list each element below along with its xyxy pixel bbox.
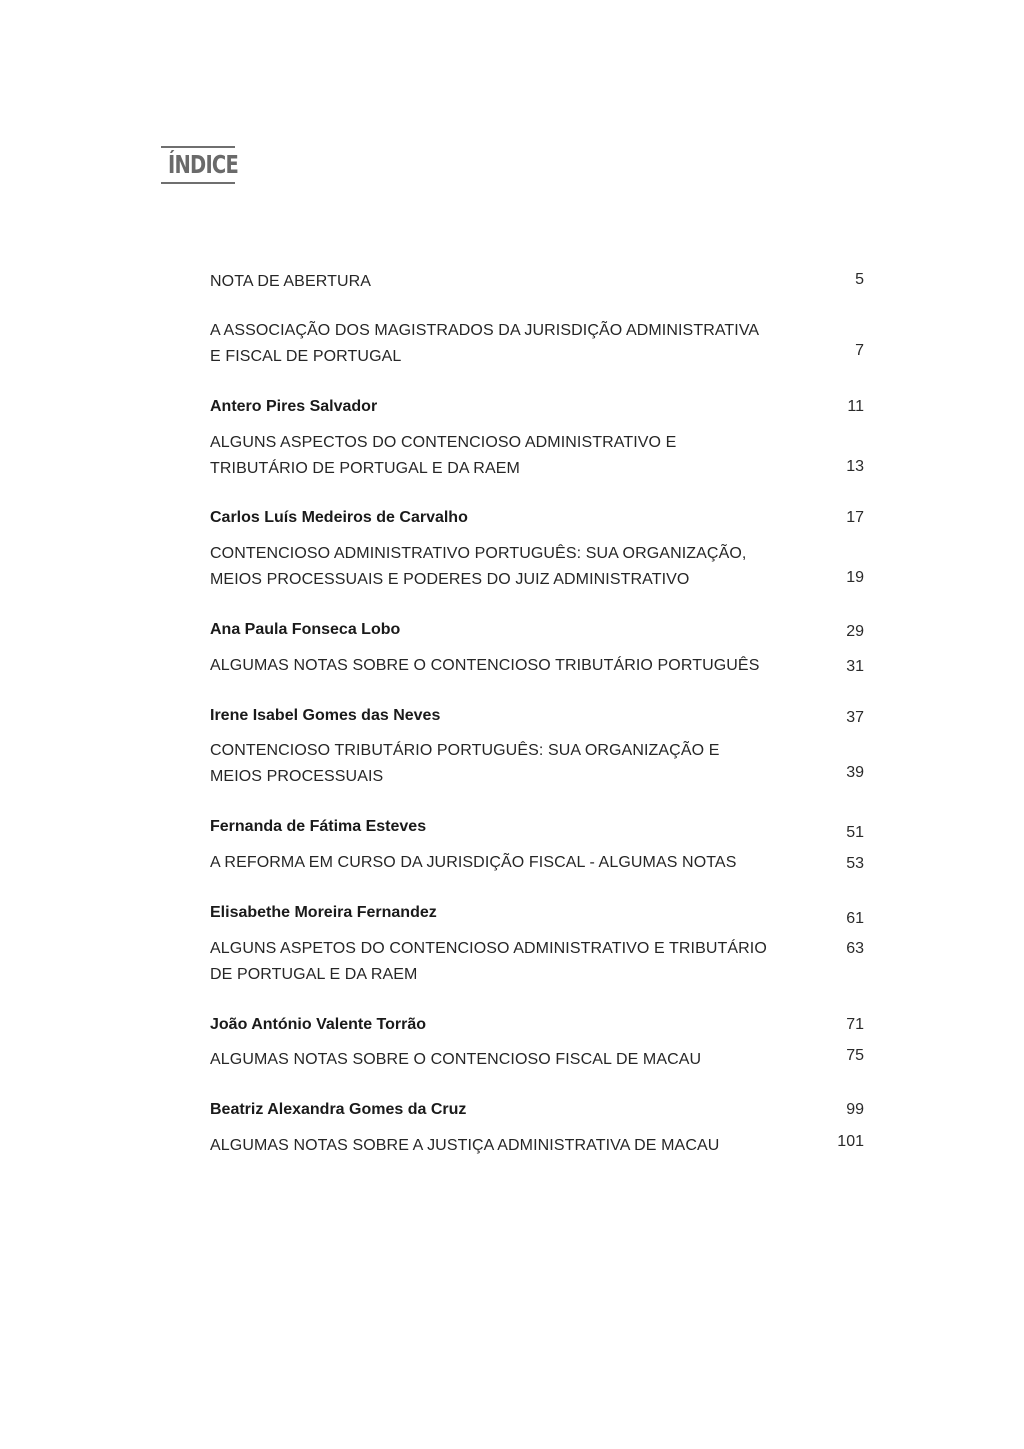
toc-author-name: Beatriz Alexandra Gomes da Cruz	[210, 1101, 467, 1118]
toc-author-entry	[210, 902, 864, 927]
toc-page-number: 5	[855, 271, 864, 288]
toc-title-line: ALGUMAS NOTAS SOBRE O CONTENCIOSO FISCAL DE MACAU	[210, 1051, 702, 1068]
toc-author-name: Elisabethe Moreira Fernandez	[210, 904, 437, 921]
index-heading-box	[161, 146, 238, 184]
toc-author-name: Antero Pires Salvador	[210, 398, 378, 415]
toc-title-line: CONTENCIOSO TRIBUTÁRIO PORTUGUÊS: SUA ORGANIZAÇÃO E	[210, 742, 720, 759]
toc-title-entry	[210, 430, 864, 482]
toc-page-number: 13	[846, 458, 864, 475]
toc-page-number: 53	[846, 855, 864, 872]
toc-title-line: ALGUNS ASPECTOS DO CONTENCIOSO ADMINISTRATIVO E	[210, 434, 677, 451]
toc-title-entry	[210, 541, 864, 593]
toc-page-number: 51	[846, 824, 864, 841]
toc-page-number: 37	[846, 709, 864, 726]
toc-title-entry	[210, 936, 864, 988]
toc-author-name: Fernanda de Fátima Esteves	[210, 818, 427, 835]
index-heading: ÍNDICE	[168, 150, 238, 179]
toc-title-line: TRIBUTÁRIO DE PORTUGAL E DA RAEM	[210, 460, 520, 477]
toc-title-line: E FISCAL DE PORTUGAL	[210, 348, 402, 365]
toc-page-number: 39	[846, 764, 864, 781]
toc-title-line: ALGUMAS NOTAS SOBRE O CONTENCIOSO TRIBUTÁRIO PORTUGUÊS	[210, 657, 760, 674]
toc-page-number: 11	[847, 398, 864, 415]
toc-author-entry	[210, 1099, 864, 1121]
toc-author-name: Carlos Luís Medeiros de Carvalho	[210, 509, 468, 526]
toc-author-entry	[210, 396, 864, 418]
toc-title-line: DE PORTUGAL E DA RAEM	[210, 966, 418, 983]
toc-author-entry	[210, 1014, 864, 1036]
toc-title-line: ALGUNS ASPETOS DO CONTENCIOSO ADMINISTRATIVO E TRIBUTÁRIO	[210, 940, 767, 957]
toc-title-entry	[210, 653, 864, 679]
toc-page-number: 7	[855, 342, 864, 359]
toc-title-entry	[210, 850, 864, 876]
toc-author-entry	[210, 619, 864, 641]
toc-author-entry	[210, 507, 864, 529]
toc-page-number: 71	[846, 1016, 864, 1033]
toc-page-number: 99	[846, 1101, 864, 1118]
toc-page-number: 75	[846, 1047, 864, 1064]
toc-page-number: 61	[846, 910, 864, 927]
toc-title-entry	[210, 318, 864, 370]
toc-title-line: NOTA DE ABERTURA	[210, 273, 372, 290]
toc-title-entry	[210, 1047, 864, 1073]
toc-title-line: CONTENCIOSO ADMINISTRATIVO PORTUGUÊS: SUA ORGANIZAÇÃO,	[210, 545, 747, 562]
toc-page-number: 101	[837, 1133, 864, 1150]
toc-title-line: ALGUMAS NOTAS SOBRE A JUSTIÇA ADMINISTRATIVA DE MACAU	[210, 1137, 720, 1154]
toc-title-line: A REFORMA EM CURSO DA JURISDIÇÃO FISCAL - ALGUMAS NOTAS	[210, 854, 737, 871]
toc-page-number: 29	[846, 623, 864, 640]
toc-page-number: 17	[846, 509, 864, 526]
toc-title-line: MEIOS PROCESSUAIS E PODERES DO JUIZ ADMINISTRATIVO	[210, 571, 690, 588]
toc-page-number: 31	[846, 658, 864, 675]
toc-author-name: Ana Paula Fonseca Lobo	[210, 621, 401, 638]
toc-author-entry	[210, 705, 864, 727]
toc-title-line: MEIOS PROCESSUAIS	[210, 768, 384, 785]
toc-title-line: A ASSOCIAÇÃO DOS MAGISTRADOS DA JURISDIÇÃO ADMINISTRATIVA	[210, 322, 760, 339]
toc-author-name: Irene Isabel Gomes das Neves	[210, 707, 441, 724]
toc-page-number: 19	[846, 569, 864, 586]
toc-title-entry	[210, 738, 864, 790]
toc-title-entry	[210, 269, 864, 295]
toc-title-entry	[210, 1133, 864, 1159]
toc-author-name: João António Valente Torrão	[210, 1016, 427, 1033]
toc-author-entry	[210, 816, 864, 841]
toc-page-number: 63	[846, 940, 864, 957]
